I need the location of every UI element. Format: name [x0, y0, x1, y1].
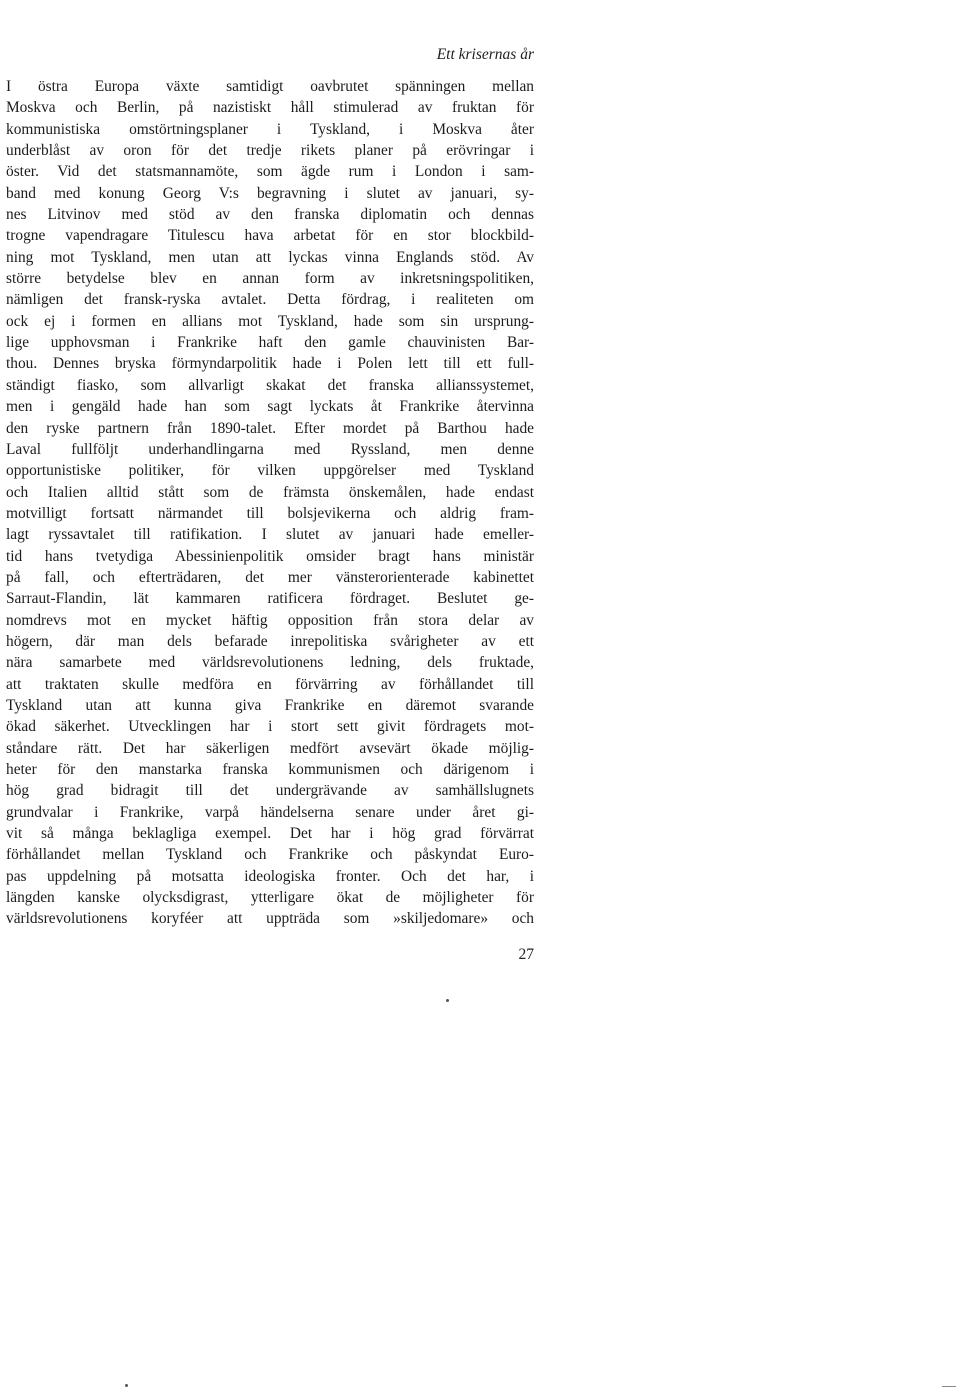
text-line: Laval fullföljt underhandlingarna med Ryssland, men denne [6, 440, 534, 458]
scan-speck [446, 999, 449, 1002]
text-line: tid hans tvetydiga Abessinienpolitik omsider bragt hans ministär [6, 547, 534, 565]
text-line: högern, där man dels befarade inrepolitiska svårigheter av ett [6, 632, 534, 650]
text-line: pas uppdelning på motsatta ideologiska fronter. Och det har, i [6, 867, 534, 885]
text-line: lagt ryssavtalet till ratifikation. I slutet av januari hade emeller- [6, 526, 534, 544]
text-line: och Italien alltid stått som de främsta önskemålen, hade endast [6, 483, 534, 501]
text-line: längden kanske olycksdigrast, ytterligare ökat de möjligheter för [6, 889, 534, 907]
page-number: 27 [518, 946, 534, 963]
text-line: världsrevolutionens koryféer att uppträda som »skiljedomare» och [6, 910, 534, 928]
text-line: nes Litvinov med stöd av den franska diplomatin och dennas [6, 206, 534, 224]
text-line: Sarraut-Flandin, lät kammaren ratificera fördraget. Beslutet ge- [6, 590, 534, 608]
text-line: heter för den manstarka franska kommunismen och därigenom i [6, 761, 534, 778]
text-line: I östra Europa växte samtidigt oavbrutet spänningen mellan [6, 78, 534, 95]
scan-speck [125, 1384, 128, 1387]
text-line: Tyskland utan att kunna giva Frankrike en däremot svarande [6, 696, 534, 714]
scan-speck [942, 1386, 956, 1387]
text-line: ock ej i formen en allians mot Tyskland, hade som sin ursprung- [6, 312, 534, 330]
text-line: nämligen det fransk-ryska avtalet. Detta fördrag, i realiteten om [6, 291, 534, 309]
text-line: Moskva och Berlin, på nazistiskt håll stimulerad av fruktan för [6, 99, 534, 117]
text-line: ökad säkerhet. Utvecklingen har i stort sett givit fördragets mot- [6, 718, 534, 736]
text-line: nära samarbete med världsrevolutionens ledning, dels fruktade, [6, 654, 534, 672]
text-line: motvilligt fortsatt närmandet till bolsjevikerna och aldrig fram- [6, 504, 534, 522]
running-head: Ett krisernas år [436, 46, 534, 63]
text-line: öster. Vid det statsmannamöte, som ägde rum i London i sam- [6, 163, 534, 181]
text-line: ständigt fiasko, som allvarligt skakat det franska allianssystemet, [6, 376, 534, 394]
text-line: band med konung Georg V:s begravning i slutet av januari, sy- [6, 184, 534, 202]
text-line: thou. Dennes bryska förmyndarpolitik hade i Polen lett till ett full- [6, 355, 534, 373]
text-line: trogne vapendragare Titulescu hava arbetat för en stor blockbild- [6, 227, 534, 245]
text-line: hög grad bidragit till det undergrävande av samhällslugnets [6, 782, 534, 800]
text-line: kommunistiska omstörtningsplaner i Tyskland, i Moskva åter [6, 120, 534, 138]
text-line: underblåst av oron för det tredje rikets planer på erövringar i [6, 142, 534, 160]
text-line: att traktaten skulle medföra en förvärring av förhållandet till [6, 675, 534, 693]
text-line: vit så många beklagliga exempel. Det har i hög grad förvärrat [6, 825, 534, 843]
text-line: ståndare rätt. Det har säkerligen medfört avsevärt ökade möjlig- [6, 739, 534, 757]
text-line: lige upphovsman i Frankrike haft den gamle chauvinisten Bar- [6, 334, 534, 352]
text-line: nomdrevs mot en mycket häftig opposition från stora delar av [6, 611, 534, 629]
text-line: ning mot Tyskland, men utan att lyckas vinna Englands stöd. Av [6, 248, 534, 266]
body-text [6, 76, 534, 930]
text-line: förhållandet mellan Tyskland och Frankrike och påskyndat Euro- [6, 846, 534, 864]
text-line: på fall, och efterträdaren, det mer vänsterorienterade kabinettet [6, 568, 534, 586]
text-line: men i gengäld hade han som sagt lyckats åt Frankrike återvinna [6, 398, 534, 416]
text-line: större betydelse blev en annan form av inkretsningspolitiken, [6, 270, 534, 288]
text-line: grundvalar i Frankrike, varpå händelserna senare under året gi- [6, 803, 534, 821]
text-line: den ryske partnern från 1890-talet. Efter mordet på Barthou hade [6, 419, 534, 437]
text-line: opportunistiske politiker, för vilken uppgörelser med Tyskland [6, 462, 534, 480]
